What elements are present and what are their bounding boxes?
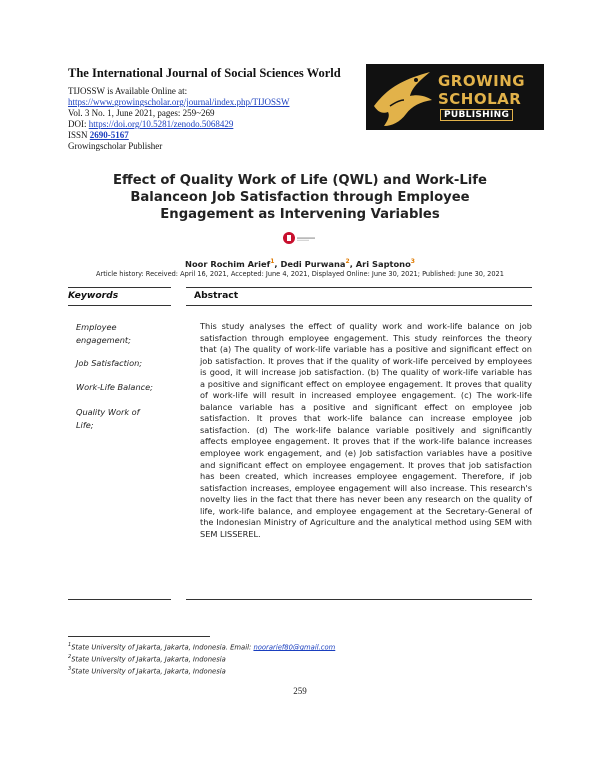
check-updates-icon (282, 231, 318, 245)
footnote-1-email-link[interactable]: noorarief80@gmail.com (253, 643, 336, 652)
author-1: Noor Rochim Arief (185, 258, 271, 269)
footnote-2 (68, 654, 226, 663)
issn-link[interactable]: 2690-5167 (89, 130, 129, 140)
keyword-item: Job Satisfaction; (76, 358, 143, 368)
footnote-1-text: State University of Jakarta, Jakarta, Indonesia. Email: (71, 643, 254, 652)
footnote-2-mark: 2 (68, 654, 72, 660)
issn-label: ISSN (68, 130, 90, 140)
keywords-head-rule (68, 305, 171, 306)
keyword-4-line-1: Quality Work of (76, 407, 140, 417)
logo-text-publishing: PUBLISHING (440, 109, 513, 121)
availability-line: TIJOSSW is Available Online at: (68, 86, 188, 96)
footnote-3-mark: 3 (68, 666, 72, 672)
author-sep-2: , (349, 258, 356, 269)
footnote-1 (68, 642, 335, 651)
journal-url-line (68, 97, 289, 107)
keyword-1-line-1: Employee (76, 322, 117, 332)
footnote-rule (68, 636, 210, 637)
paper-title (90, 172, 510, 223)
check-for-updates-badge[interactable] (282, 231, 318, 245)
keywords-bottom-rule (68, 599, 171, 600)
author-2: Dedi Purwana (280, 258, 346, 269)
footnote-2-text: State University of Jakarta, Jakarta, Indonesia (71, 655, 226, 664)
abstract-heading: Abstract (194, 290, 239, 301)
doi-label: DOI: (68, 119, 89, 129)
footnote-3 (68, 666, 226, 675)
author-1-affil: 1 (270, 258, 275, 265)
page-number: 259 (293, 686, 307, 696)
eagle-logo-icon (370, 66, 436, 128)
author-2-affil: 2 (345, 258, 350, 265)
keyword-item (76, 406, 164, 431)
author-sep-1: , (274, 258, 281, 269)
journal-url-link[interactable]: https://www.growingscholar.org/journal/index.php/TIJOSSW (68, 97, 290, 107)
author-3: Ari Saptono (355, 258, 411, 269)
keyword-1-line-2: engagement; (76, 334, 131, 345)
volume-line: Vol. 3 No. 1, June 2021, pages: 259~269 (68, 108, 215, 118)
paper-title-line-2: Balanceon Job Satisfaction through Employee (130, 190, 470, 205)
issn-line (68, 130, 129, 140)
author-3-affil: 3 (410, 258, 415, 265)
paper-title-line-1: Effect of Quality Work of Life (QWL) and Work-Life (113, 173, 487, 188)
doi-line (68, 119, 233, 129)
footnote-3-text: State University of Jakarta, Jakarta, Indonesia (71, 667, 226, 676)
logo-text-scholar: SCHOLAR (438, 90, 522, 108)
article-history: Article history: Received: April 16, 2021, Accepted: June 4, 2021, Displayed Online: June 30, 2021; Published: June 30, 2021 (96, 270, 504, 278)
publisher-logo (366, 64, 544, 130)
keyword-4-line-2: Life; (76, 419, 94, 430)
footnote-1-mark: 1 (68, 642, 72, 648)
doi-link[interactable]: https://doi.org/10.5281/zenodo.5068429 (88, 119, 234, 129)
paper-title-line-3: Engagement as Intervening Variables (160, 207, 440, 222)
publisher-line: Growingscholar Publisher (68, 141, 163, 151)
logo-text-growing: GROWING (438, 72, 526, 90)
keywords-top-rule (68, 287, 171, 288)
abstract-body: This study analyses the effect of quality work and work-life balance on job satisfaction through employee engagement. This study reinforces the theory that (a) The quality of work-life variable has a positive and significant effect on job satisfaction. It proves that if the quality of work-life perceived by employees is good, it will increase job satisfaction. (b) The quality of work-life variable has a positive and significant effect on employee engagement. It proves that quality of work-life will result in increased employee engagement. (c) The work-life balance variable has a positive and significant effect on employee job satisfaction. It proves that work-life balance can increase employee job satisfaction. (d) The work-life balance variable positively and significantly affects employee engagement. It proves that if the work-life balance increases employee work engagement, and (e) Job satisfaction variables have a positive and significant effect on employee engagement. It proves that job satisfaction has been created, which increases employee engagement. Therefore, if job satisfaction increases, employee engagement will also increase. This research's novelty lies in the fact that there has never been any research on the quality of life, work-life balance, and employee engagement at the Secretary-General of the Indonesian Ministry of Agriculture and the analytical method using SEM with SEM LISSEREL. (200, 321, 532, 539)
keywords-heading: Keywords (68, 290, 119, 301)
abstract-top-rule (186, 287, 532, 288)
author-line (0, 258, 600, 269)
abstract-bottom-rule (186, 599, 532, 600)
keyword-item (76, 321, 164, 346)
keyword-item: Work-Life Balance; (76, 382, 153, 392)
abstract-head-rule (186, 305, 532, 306)
journal-title: The International Journal of Social Sciences World (68, 66, 341, 80)
